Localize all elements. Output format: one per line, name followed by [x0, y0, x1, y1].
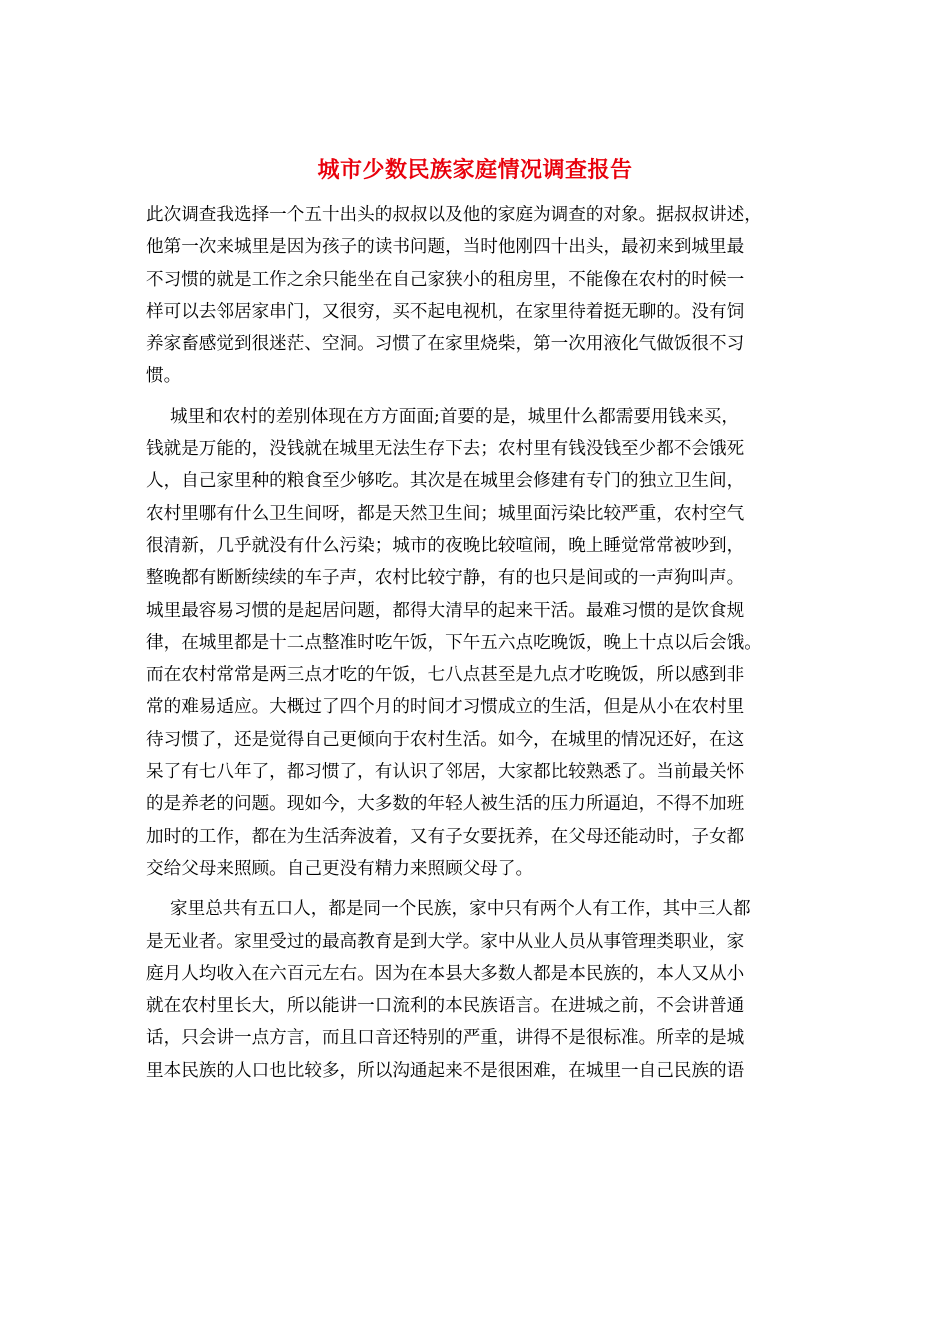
- paragraph: [146, 893, 806, 1087]
- paragraph-line: 很清新，几乎就没有什么污染；城市的夜晚比较喧闹，晚上睡觉常常被吵到，: [146, 535, 745, 556]
- paragraph-line: 是无业者。家里受过的最高教育是到大学。家中从业人员从事管理类职业，家: [146, 931, 745, 952]
- paragraph-line: 交给父母来照顾。自己更没有精力来照顾父母了。: [146, 858, 534, 879]
- paragraph-line: 样可以去邻居家串门，又很穷，买不起电视机，在家里待着挺无聊的。没有饲: [146, 301, 745, 322]
- paragraph-gap: [146, 393, 806, 401]
- paragraph-line: 就在农村里长大，所以能讲一口流利的本民族语言。在进城之前，不会讲普通: [146, 996, 745, 1017]
- paragraph-line: 养家畜感觉到很迷茫、空洞。习惯了在家里烧柴，第一次用液化气做饭很不习: [146, 334, 745, 355]
- document-body: [146, 199, 806, 1087]
- paragraph-line: 呆了有七八年了，都习惯了，有认识了邻居，大家都比较熟悉了。当前最关怀: [146, 762, 745, 783]
- paragraph-line: 不习惯的就是工作之余只能坐在自己家狭小的租房里，不能像在农村的时候一: [146, 269, 745, 290]
- paragraph-line: 城里和农村的差别体现在方方面面;首要的是，城里什么都需要用钱来买，: [170, 406, 739, 427]
- paragraph-line: 人，自己家里种的粮食至少够吃。其次是在城里会修建有专门的独立卫生间，: [146, 471, 745, 492]
- paragraph-line: 的是养老的问题。现如今，大多数的年轻人被生活的压力所逼迫，不得不加班: [146, 794, 745, 815]
- paragraph-line: 整晚都有断断续续的车子声，农村比较宁静，有的也只是间或的一声狗叫声。: [146, 568, 745, 589]
- paragraph-line: 常的难易适应。大概过了四个月的时间才习惯成立的生活，但是从小在农村里: [146, 697, 745, 718]
- paragraph-line: 他第一次来城里是因为孩子的读书问题，当时他刚四十出头，最初来到城里最: [146, 237, 745, 258]
- paragraph-line: 城里最容易习惯的是起居问题，都得大清早的起来干活。最难习惯的是饮食规: [146, 600, 745, 621]
- paragraph: [146, 199, 806, 393]
- paragraph-line: 而在农村常常是两三点才吃的午饭，七八点甚至是九点才吃晚饭，所以感到非: [146, 665, 745, 686]
- paragraph-line: 此次调查我选择一个五十出头的叔叔以及他的家庭为调查的对象。据叔叔讲述，: [146, 205, 762, 225]
- paragraph-line: 律，在城里都是十二点整准时吃午饭，下午五六点吃晚饭，晚上十点以后会饿。: [146, 632, 762, 653]
- document-title: 城市少数民族家庭情况调查报告: [317, 157, 633, 183]
- paragraph-line: 庭月人均收入在六百元左右。因为在本县大多数人都是本民族的，本人又从小: [146, 963, 745, 984]
- paragraph-line: 加时的工作，都在为生活奔波着，又有子女要抚养，在父母还能动时，子女都: [146, 826, 745, 847]
- paragraph-gap: [146, 885, 806, 893]
- paragraph-line: 里本民族的人口也比较多，所以沟通起来不是很困难，在城里一自己民族的语: [146, 1060, 745, 1081]
- paragraph-line: 钱就是万能的，没钱就在城里无法生存下去；农村里有钱没钱至少都不会饿死: [146, 439, 745, 460]
- paragraph-line: 话，只会讲一点方言，而且口音还特别的严重，讲得不是很标准。所幸的是城: [146, 1028, 745, 1049]
- paragraph-line: 农村里哪有什么卫生间呀，都是天然卫生间；城里面污染比较严重，农村空气: [146, 503, 745, 524]
- paragraph: [146, 401, 806, 885]
- paragraph-line: 惯。: [146, 366, 182, 387]
- paragraph-line: 家里总共有五口人，都是同一个民族，家中只有两个人有工作，其中三人都: [170, 899, 751, 920]
- paragraph-line: 待习惯了，还是觉得自己更倾向于农村生活。如今，在城里的情况还好，在这: [146, 729, 745, 750]
